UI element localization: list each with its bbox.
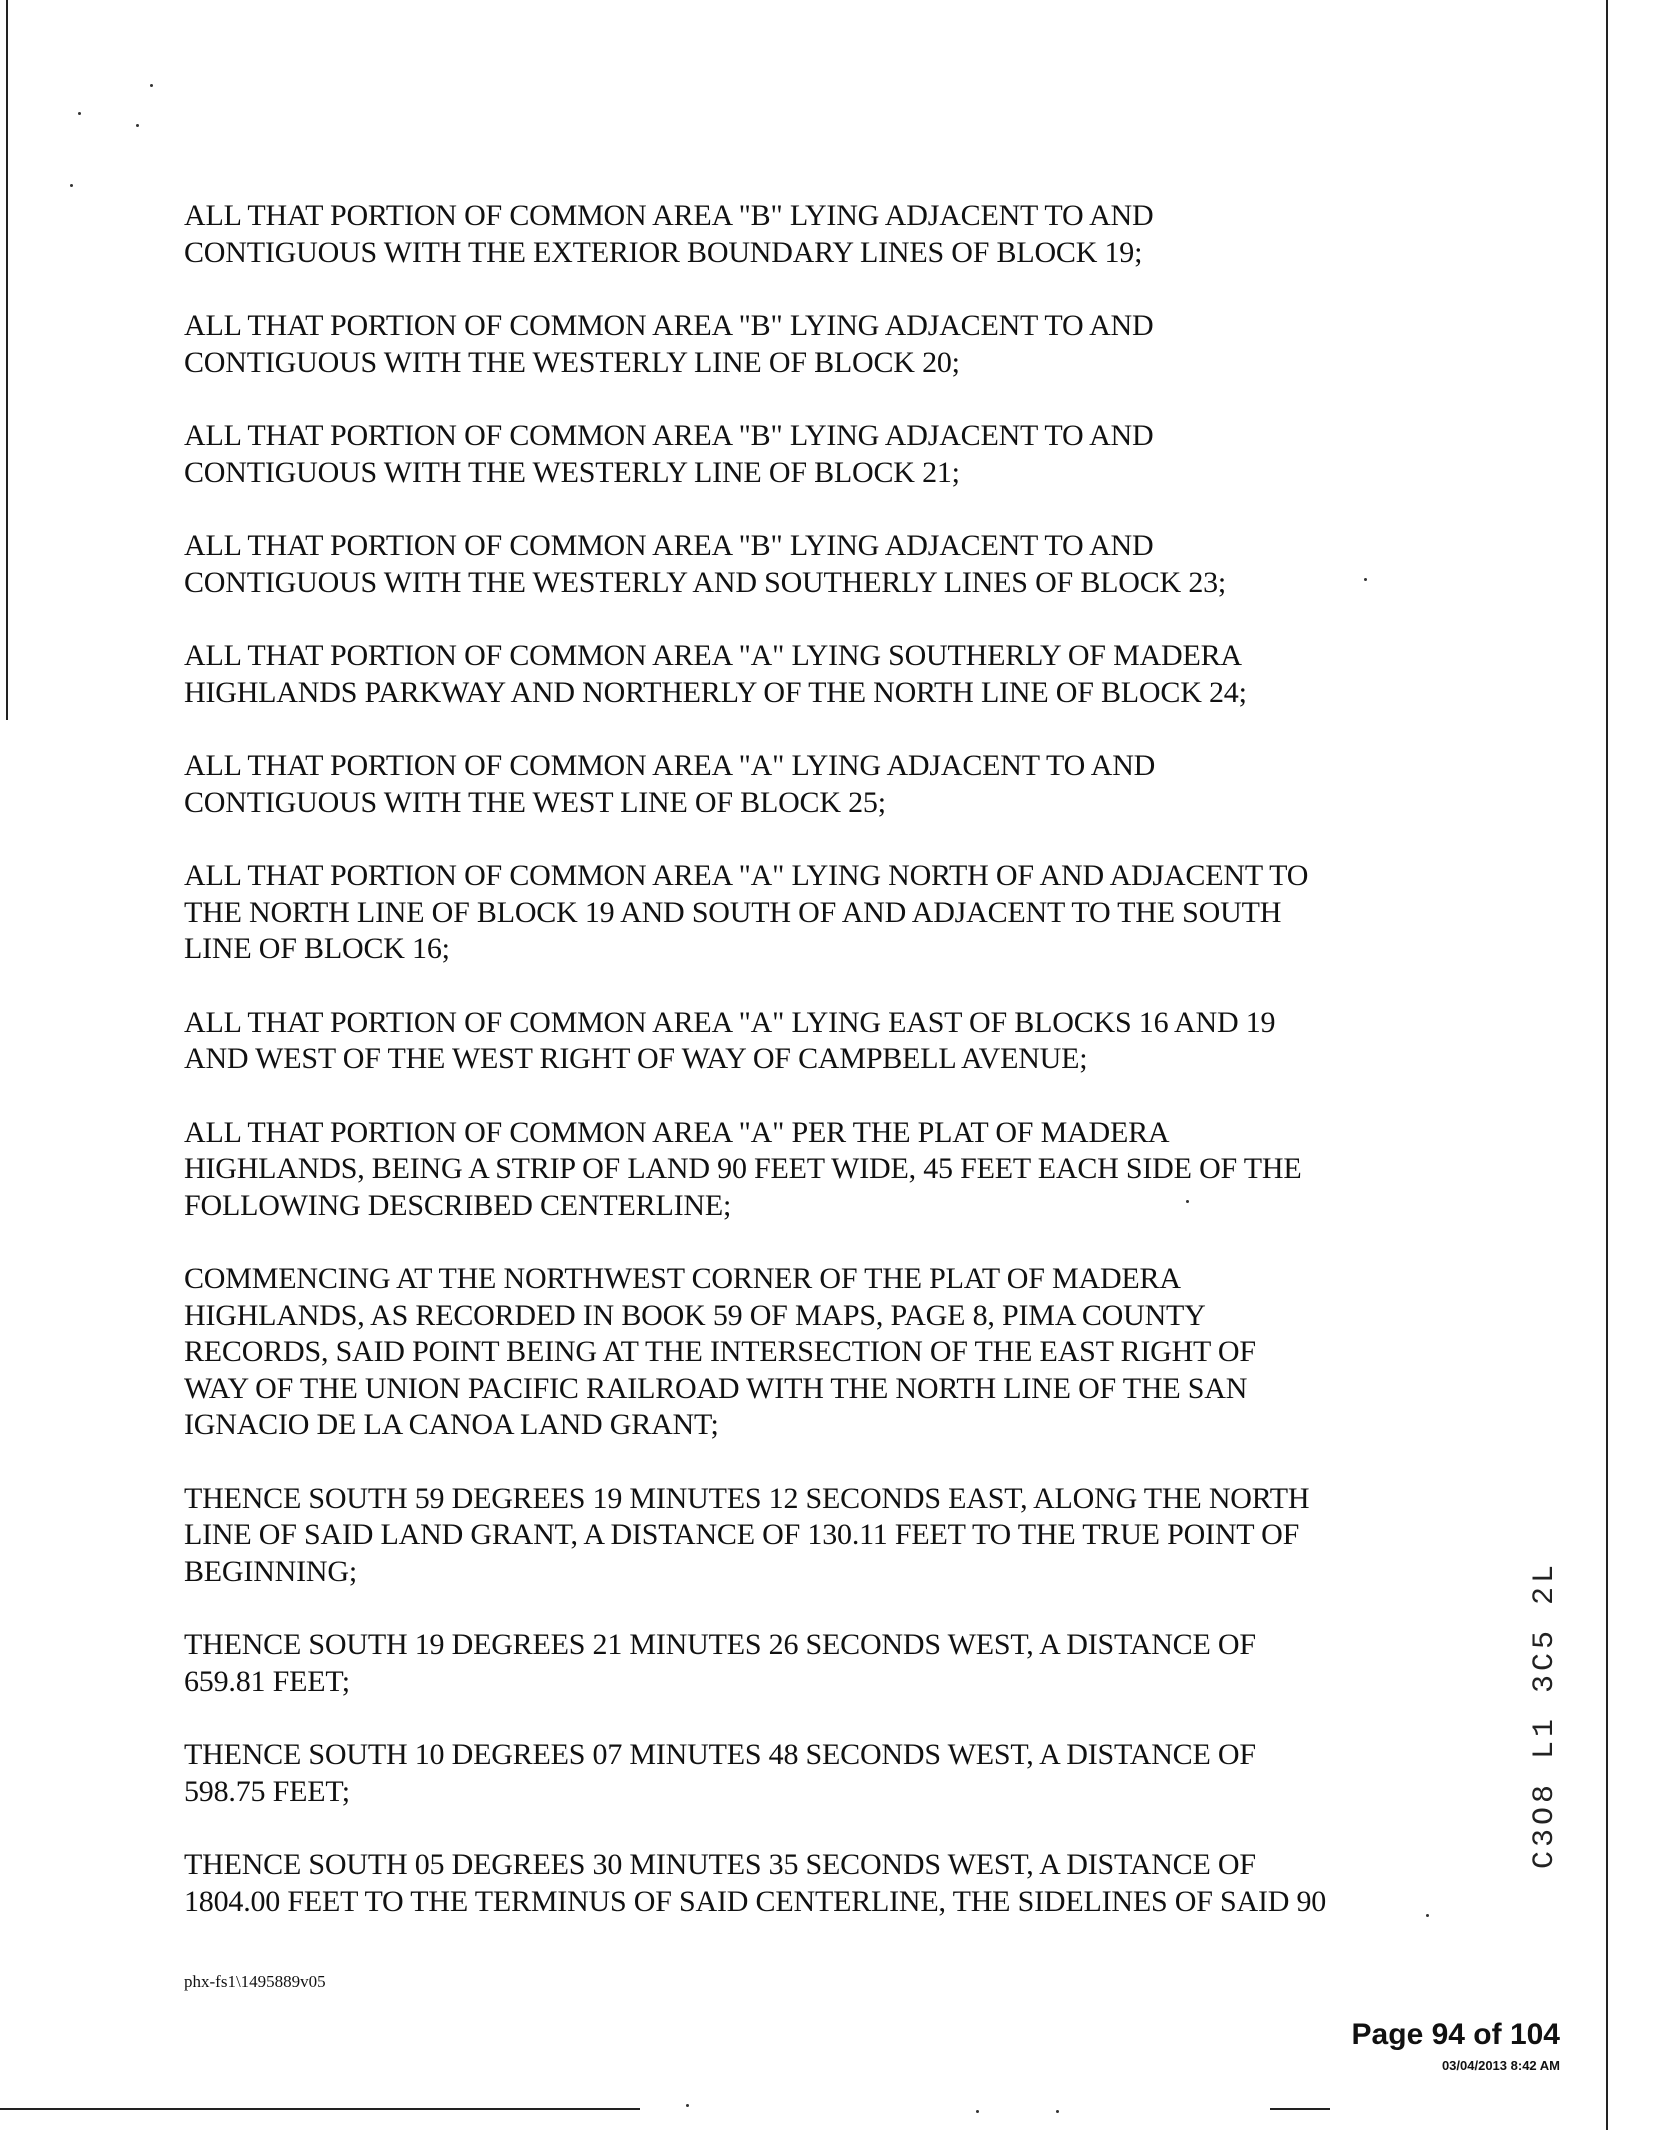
paragraph: ALL THAT PORTION OF COMMON AREA "B" LYING ADJACENT TO AND CONTIGUOUS WITH THE EXTERIOR BOUNDARY LINES OF BLOCK 19; [184,199,1154,269]
paragraph: THENCE SOUTH 10 DEGREES 07 MINUTES 48 SECONDS WEST, A DISTANCE OF 598.75 FEET; [184,1738,1256,1808]
right-margin-rule [1606,0,1608,2130]
scan-speck [150,84,153,87]
paragraph: ALL THAT PORTION OF COMMON AREA "A" LYING SOUTHERLY OF MADERA HIGHLANDS PARKWAY AND NORTHERLY OF THE NORTH LINE OF BLOCK 24; [184,639,1247,709]
document-reference: phx-fs1\1495889v05 [184,1972,326,1991]
bottom-rule-right [1270,2108,1330,2110]
paragraph: THENCE SOUTH 59 DEGREES 19 MINUTES 12 SECONDS EAST, ALONG THE NORTH LINE OF SAID LAND GRANT, A DISTANCE OF 130.11 FEET TO THE TRUE POINT OF BEGINNING; [184,1481,1310,1588]
scan-speck [70,184,73,187]
paragraph: THENCE SOUTH 05 DEGREES 30 MINUTES 35 SECONDS WEST, A DISTANCE OF 1804.00 FEET TO THE TERMINUS OF SAID CENTERLINE, THE SIDELINES OF SAID 90 [184,1848,1327,1918]
recording-stamp [1530,1550,1560,1880]
page-number: Page 94 of 104 [1351,2018,1560,2051]
paragraph: COMMENCING AT THE NORTHWEST CORNER OF THE PLAT OF MADERA HIGHLANDS, AS RECORDED IN BOOK 59 OF MAPS, PAGE 8, PIMA COUNTY RECORDS, SAID POINT BEING AT THE INTERSECTION OF THE EAST RIGHT OF WAY OF THE UNION PACIFIC RAILROAD WITH THE NORTH LINE OF THE SAN IGNACIO DE LA CANOA LAND GRANT; [184,1262,1256,1441]
scan-speck [686,2104,689,2107]
scan-speck [78,112,81,115]
paragraph: ALL THAT PORTION OF COMMON AREA "A" PER THE PLAT OF MADERA HIGHLANDS, BEING A STRIP OF LAND 90 FEET WIDE, 45 FEET EACH SIDE OF THE FOLLOWING DESCRIBED CENTERLINE; [184,1115,1302,1222]
paragraph: ALL THAT PORTION OF COMMON AREA "B" LYING ADJACENT TO AND CONTIGUOUS WITH THE WESTERLY LINE OF BLOCK 20; [184,309,1154,379]
left-margin-rule [6,0,8,720]
paragraph: ALL THAT PORTION OF COMMON AREA "A" LYING EAST OF BLOCKS 16 AND 19 AND WEST OF THE WEST RIGHT OF WAY OF CAMPBELL AVENUE; [184,1005,1276,1075]
paragraph: ALL THAT PORTION OF COMMON AREA "B" LYING ADJACENT TO AND CONTIGUOUS WITH THE WESTERLY AND SOUTHERLY LINES OF BLOCK 23; [184,529,1227,599]
paragraph: THENCE SOUTH 19 DEGREES 21 MINUTES 26 SECONDS WEST, A DISTANCE OF 659.81 FEET; [184,1628,1256,1698]
scan-speck [976,2110,979,2113]
scan-speck [1056,2110,1059,2113]
paragraph: ALL THAT PORTION OF COMMON AREA "B" LYING ADJACENT TO AND CONTIGUOUS WITH THE WESTERLY LINE OF BLOCK 21; [184,419,1154,489]
paragraph: ALL THAT PORTION OF COMMON AREA "A" LYING ADJACENT TO AND CONTIGUOUS WITH THE WEST LINE OF BLOCK 25; [184,749,1156,819]
paragraph: ALL THAT PORTION OF COMMON AREA "A" LYING NORTH OF AND ADJACENT TO THE NORTH LINE OF BLOCK 19 AND SOUTH OF AND ADJACENT TO THE SOUTH LINE OF BLOCK 16; [184,859,1309,965]
print-timestamp: 03/04/2013 8:42 AM [1441,2058,1560,2073]
bottom-rule-left [0,2108,640,2110]
recording-stamp-text: C3O8 L1 3C5 2L [1528,1560,1562,1870]
legal-description-body [184,198,1414,1957]
scan-speck [1426,1914,1429,1917]
scan-speck [136,124,139,127]
